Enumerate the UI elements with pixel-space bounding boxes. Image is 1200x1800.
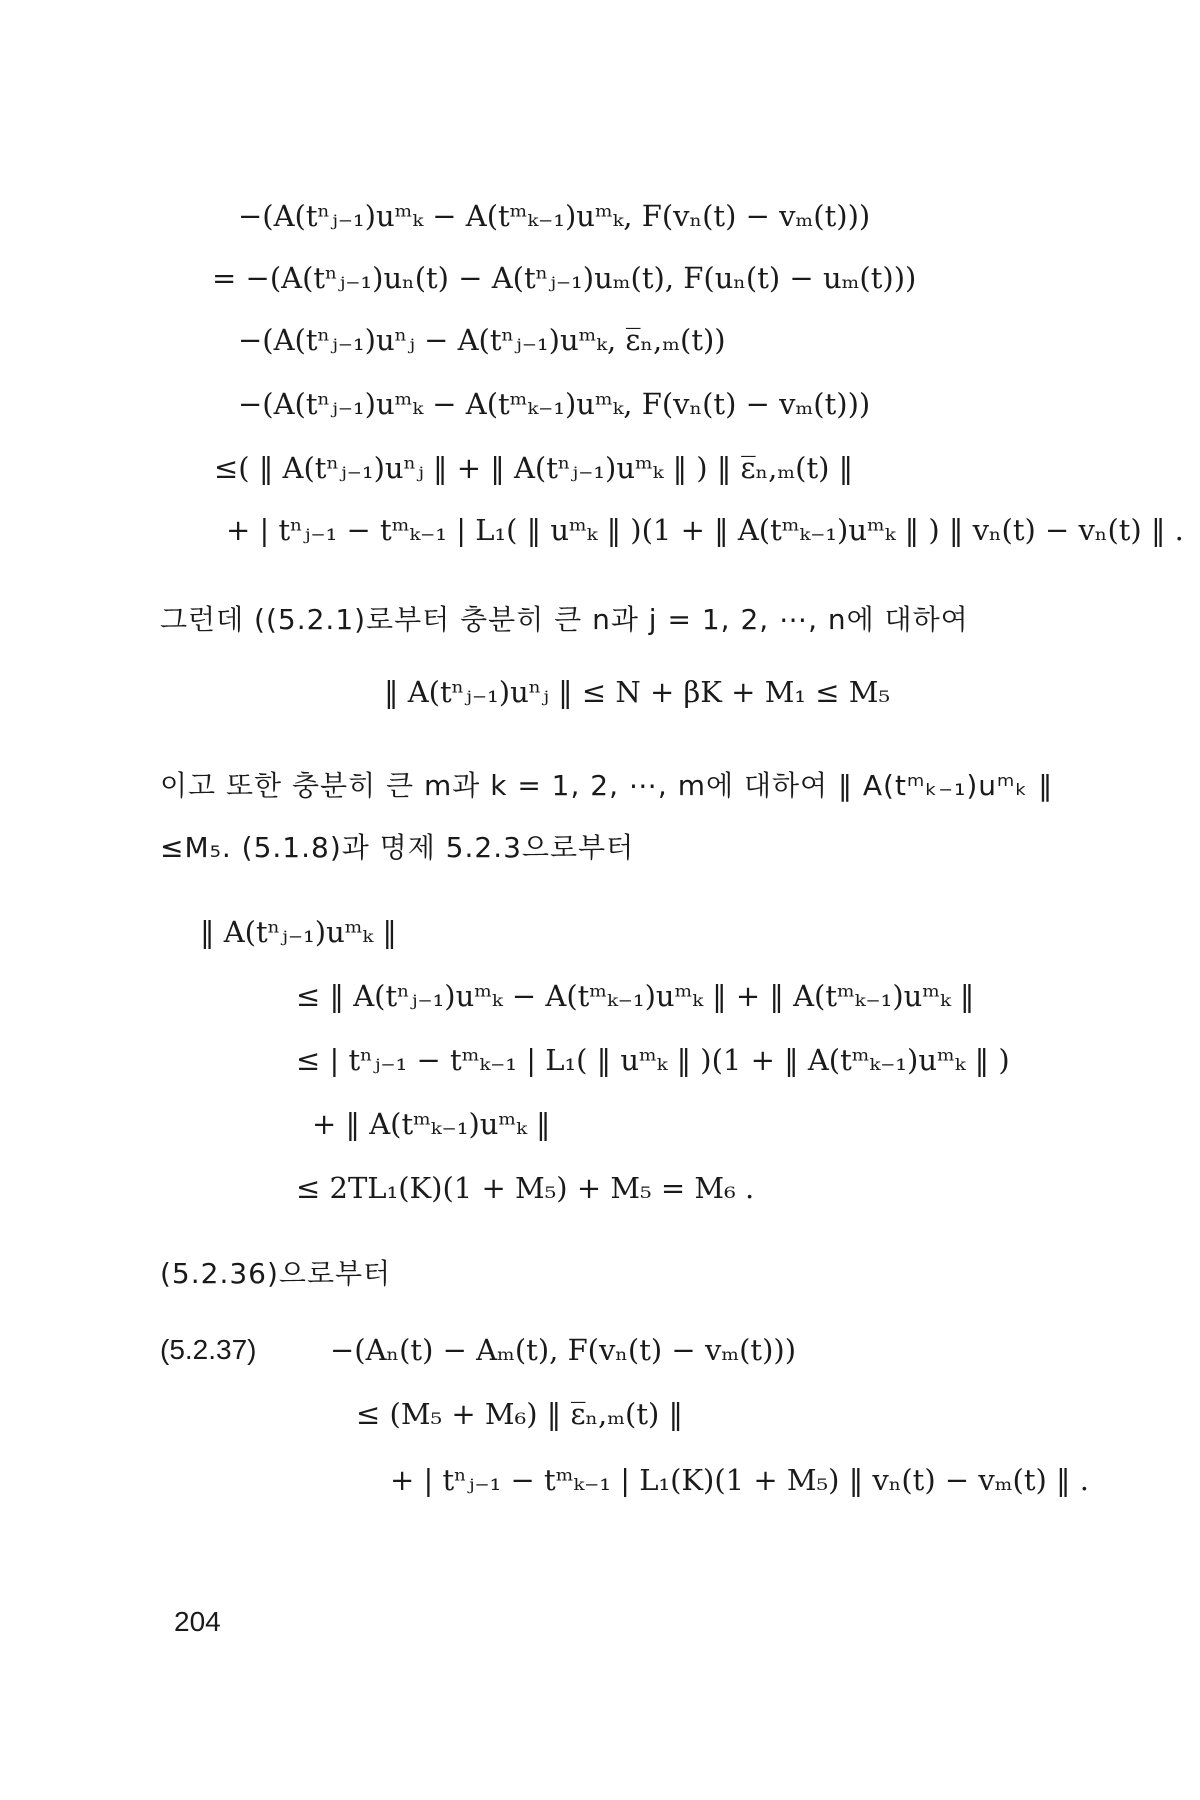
equation-line: = −(A(tⁿⱼ₋₁)uₙ(t) − A(tⁿⱼ₋₁)uₘ(t), F(uₙ(t) − uₘ(t))) [212,261,917,295]
equation-line: ≤ ‖ A(tⁿⱼ₋₁)uᵐₖ − A(tᵐₖ₋₁)uᵐₖ ‖ + ‖ A(tᵐₖ₋₁)uᵐₖ ‖ [296,979,975,1013]
paragraph-text: ≤M₅. (5.1.8)과 명제 5.2.3으로부터 [160,831,635,864]
equation-line: −(A(tⁿⱼ₋₁)uⁿⱼ − A(tⁿⱼ₋₁)uᵐₖ, ε̅ₙ,ₘ(t)) [238,323,726,357]
equation-line: ≤ | tⁿⱼ₋₁ − tᵐₖ₋₁ | L₁( ‖ uᵐₖ ‖ )(1 + ‖ A(tᵐₖ₋₁)uᵐₖ ‖ ) [296,1043,1010,1077]
paragraph-text: (5.2.36)으로부터 [160,1257,392,1290]
equation-line: −(A(tⁿⱼ₋₁)uᵐₖ − A(tᵐₖ₋₁)uᵐₖ, F(vₙ(t) − vₘ(t))) [238,199,871,233]
equation-line: −(A(tⁿⱼ₋₁)uᵐₖ − A(tᵐₖ₋₁)uᵐₖ, F(vₙ(t) − vₘ(t))) [238,387,871,421]
equation-line: ≤( ‖ A(tⁿⱼ₋₁)uⁿⱼ ‖ + ‖ A(tⁿⱼ₋₁)uᵐₖ ‖ ) ‖ ε̅ₙ,ₘ(t) ‖ [214,451,854,485]
equation-number: (5.2.37) [160,1334,257,1365]
equation-line: ≤ 2TL₁(K)(1 + M₅) + M₅ = M₆ . [296,1171,755,1205]
paragraph-text: 그런데 ((5.2.1)로부터 충분히 큰 n과 j = 1, 2, ⋯, n에 대하여 [160,603,969,636]
equation-line: + | tⁿⱼ₋₁ − tᵐₖ₋₁ | L₁( ‖ uᵐₖ ‖ )(1 + ‖ A(tᵐₖ₋₁)uᵐₖ ‖ ) ‖ vₙ(t) − vₙ(t) ‖ . [226,513,1184,547]
equation-line: −(Aₙ(t) − Aₘ(t), F(vₙ(t) − vₘ(t))) [330,1333,797,1367]
equation-line: + | tⁿⱼ₋₁ − tᵐₖ₋₁ | L₁(K)(1 + M₅) ‖ vₙ(t) − vₘ(t) ‖ . [390,1463,1089,1497]
paragraph-text: 이고 또한 충분히 큰 m과 k = 1, 2, ⋯, m에 대하여 ‖ A(tᵐₖ₋₁)uᵐₖ ‖ [160,769,1054,802]
equation-line: + ‖ A(tᵐₖ₋₁)uᵐₖ ‖ [312,1107,551,1141]
equation-line: ‖ A(tⁿⱼ₋₁)uᵐₖ ‖ [200,915,397,949]
equation-line: ≤ (M₅ + M₆) ‖ ε̅ₙ,ₘ(t) ‖ [356,1397,684,1431]
page-number: 204 [174,1606,221,1637]
centered-equation: ‖ A(tⁿⱼ₋₁)uⁿⱼ ‖ ≤ N + βK + M₁ ≤ M₅ [384,675,891,709]
